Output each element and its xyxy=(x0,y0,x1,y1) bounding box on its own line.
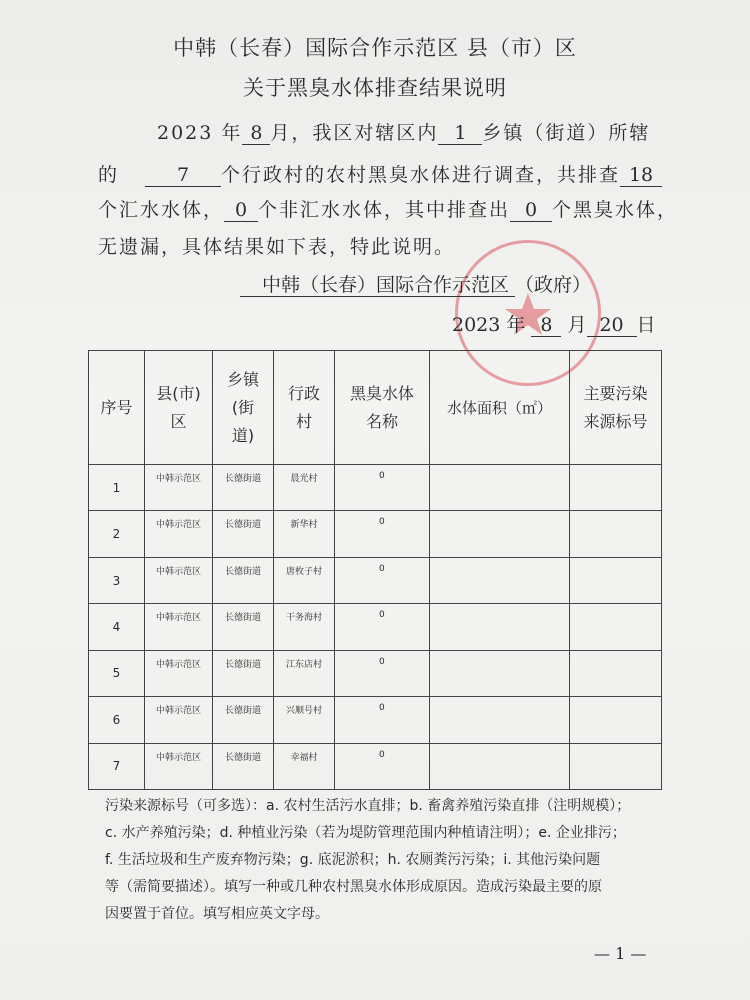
header-county: 县(市) 区 xyxy=(145,351,213,465)
cell-county: 中韩示范区 xyxy=(145,557,213,603)
cell-village: 江东店村 xyxy=(274,650,335,696)
cell-county: 中韩示范区 xyxy=(145,465,213,511)
note-line: f. 生活垃圾和生产废弃物污染；g. 底泥淤积；h. 农厕粪污污染；i. 其他污染问题 xyxy=(105,852,601,868)
village-count-blank: 7 xyxy=(145,164,221,187)
header-water-area: 水体面积（㎡） xyxy=(430,351,570,465)
cell-county: 中韩示范区 xyxy=(145,650,213,696)
table-row xyxy=(89,604,662,650)
table-row xyxy=(89,743,662,789)
cell-water-area xyxy=(430,650,570,696)
note-line: 因要置于首位。填写相应英文字母。 xyxy=(105,906,329,922)
cell-index: 1 xyxy=(89,465,145,511)
note-line: c. 水产养殖污染；d. 种植业污染（若为堤防管理范围内种植请注明）；e. 企业排污； xyxy=(105,825,626,841)
cell-village: 干务海村 xyxy=(274,604,335,650)
cell-water-name: 0 xyxy=(335,465,430,511)
cell-pollution-source xyxy=(570,743,662,789)
cell-village: 幸福村 xyxy=(274,743,335,789)
cell-index: 5 xyxy=(89,650,145,696)
township-count-blank: 1 xyxy=(438,122,482,145)
cell-pollution-source xyxy=(570,604,662,650)
table-row xyxy=(89,650,662,696)
survey-table xyxy=(88,350,662,790)
cell-index: 2 xyxy=(89,511,145,557)
paragraph-line-1 xyxy=(157,118,650,145)
cell-county: 中韩示范区 xyxy=(145,697,213,743)
cell-pollution-source xyxy=(570,465,662,511)
cell-town: 长德街道 xyxy=(213,604,274,650)
cell-water-area xyxy=(430,465,570,511)
paragraph-line-4: 无遗漏，具体结果如下表，特此说明。 xyxy=(98,236,456,258)
text-black-water: 个黑臭水体， xyxy=(552,199,679,221)
table-row xyxy=(89,557,662,603)
date-year-label: 年 xyxy=(506,314,526,336)
document-title: 中韩（长春）国际合作示范区 县（市）区 xyxy=(173,36,577,60)
header-village: 行政 村 xyxy=(274,351,335,465)
cell-village: 兴顺号村 xyxy=(274,697,335,743)
cell-town: 长德街道 xyxy=(213,557,274,603)
cell-pollution-source xyxy=(570,511,662,557)
cell-water-name: 0 xyxy=(335,650,430,696)
cell-water-name: 0 xyxy=(335,743,430,789)
document-subtitle: 关于黑臭水体排查结果说明 xyxy=(243,76,507,100)
cell-county: 中韩示范区 xyxy=(145,743,213,789)
cell-water-name: 0 xyxy=(335,557,430,603)
text-catchment: 个汇水水体， xyxy=(98,199,225,221)
text-township: 乡镇（街道）所辖 xyxy=(482,122,651,144)
catchment-count-blank: 18 xyxy=(620,164,662,187)
cell-town: 长德街道 xyxy=(213,650,274,696)
text-villages: 个行政村的农村黑臭水体进行调查，共排查 xyxy=(221,164,621,186)
cell-water-name: 0 xyxy=(335,697,430,743)
text-scope: 月，我区对辖区内 xyxy=(270,122,439,144)
cell-water-name: 0 xyxy=(335,604,430,650)
cell-town: 长德街道 xyxy=(213,697,274,743)
table-header-row xyxy=(89,351,662,465)
pollution-source-note xyxy=(105,793,685,928)
cell-index: 4 xyxy=(89,604,145,650)
signature-date xyxy=(452,310,656,337)
cell-pollution-source xyxy=(570,697,662,743)
date-year: 2023 xyxy=(452,314,501,336)
cell-village: 唐枚子村 xyxy=(274,557,335,603)
cell-water-area xyxy=(430,511,570,557)
black-water-count-blank: 0 xyxy=(510,199,552,222)
table-row xyxy=(89,511,662,557)
page-number: — 1 — xyxy=(594,944,647,963)
cell-town: 长德街道 xyxy=(213,511,274,557)
paragraph-line-2 xyxy=(98,160,662,187)
cell-county: 中韩示范区 xyxy=(145,604,213,650)
table-row xyxy=(89,697,662,743)
month-blank: 8 xyxy=(242,122,270,145)
paragraph-line-3 xyxy=(98,195,678,222)
text-found: 个非汇水水体，其中排查出 xyxy=(258,199,511,221)
date-day: 20 xyxy=(587,314,637,337)
note-line: 等（需简要描述）。填写一种或几种农村黑臭水体形成原因。造成污染最主要的原 xyxy=(105,879,602,895)
cell-village: 晨光村 xyxy=(274,465,335,511)
cell-water-area xyxy=(430,604,570,650)
cell-water-area xyxy=(430,743,570,789)
cell-town: 长德街道 xyxy=(213,743,274,789)
cell-pollution-source xyxy=(570,557,662,603)
cell-pollution-source xyxy=(570,650,662,696)
cell-index: 6 xyxy=(89,697,145,743)
text-year: 2023 年 xyxy=(157,122,243,144)
table-row xyxy=(89,465,662,511)
header-water-name: 黑臭水体 名称 xyxy=(335,351,430,465)
government-name: 中韩（长春）国际合作示范区 xyxy=(240,274,515,297)
cell-water-name: 0 xyxy=(335,511,430,557)
cell-index: 7 xyxy=(89,743,145,789)
government-suffix: （政府） xyxy=(515,274,592,296)
cell-water-area xyxy=(430,557,570,603)
text-of: 的 xyxy=(98,164,120,186)
government-signature xyxy=(240,270,591,297)
cell-index: 3 xyxy=(89,557,145,603)
header-index: 序号 xyxy=(89,351,145,465)
non-catchment-count-blank: 0 xyxy=(224,199,258,222)
cell-water-area xyxy=(430,697,570,743)
cell-county: 中韩示范区 xyxy=(145,511,213,557)
date-day-label: 日 xyxy=(636,314,656,336)
note-line: 污染来源标号（可多选）：a. 农村生活污水直排；b. 畜禽养殖污染直排（注明规模）； xyxy=(105,798,631,814)
cell-town: 长德街道 xyxy=(213,465,274,511)
cell-village: 新华村 xyxy=(274,511,335,557)
header-pollution-source: 主要污染 来源标号 xyxy=(570,351,662,465)
date-month-label: 月 xyxy=(567,314,587,336)
date-month: 8 xyxy=(531,314,561,337)
header-town: 乡镇 (街 道) xyxy=(213,351,274,465)
